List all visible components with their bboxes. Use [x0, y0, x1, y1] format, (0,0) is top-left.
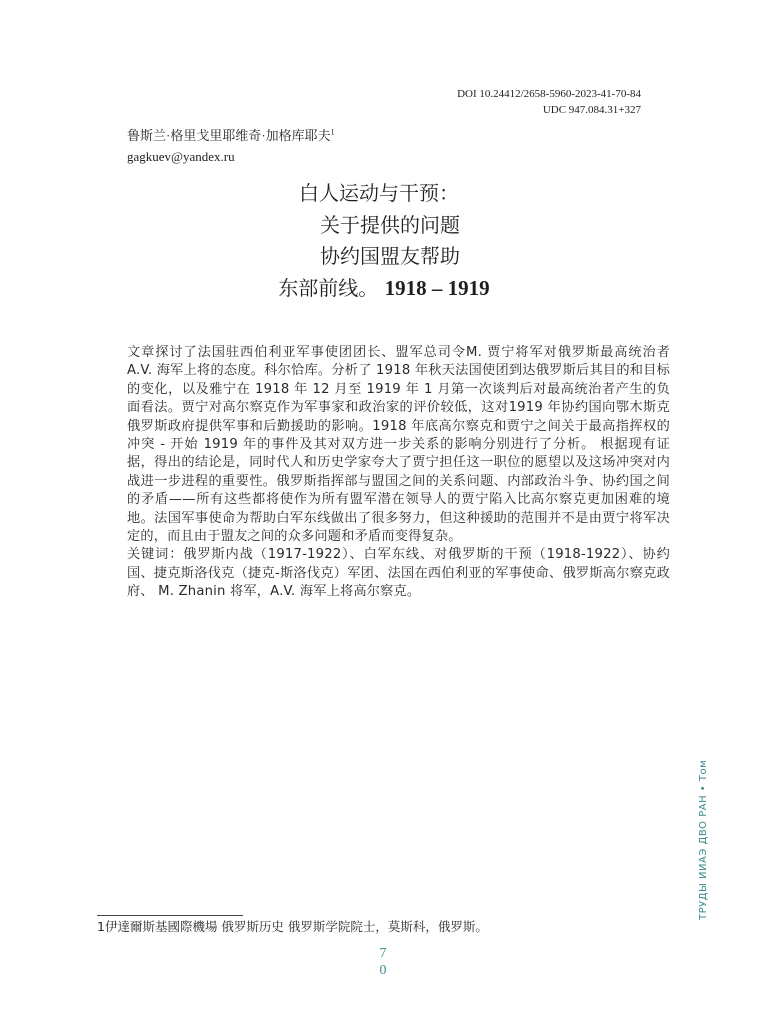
- title-line-3: 协约国盟友帮助: [320, 244, 460, 268]
- abstract-keywords: 关键词：俄罗斯内战（1917-1922）、白军东线、对俄罗斯的干预（1918-1922）、协约国、捷克斯洛伐克（捷克-斯洛伐克）军团、法国在西伯利亚的军事使命、俄罗斯高尔察克政府、 M. Zhanin 将军，A.V. 海军上将高尔察克。: [127, 547, 670, 600]
- doi-text: DOI 10.24412/2658-5960-2023-41-70-84: [457, 88, 641, 100]
- author-name-text: 鲁斯兰·格里戈里耶维奇·加格库耶夫: [127, 128, 331, 143]
- abstract: [127, 344, 670, 602]
- page-number-digit-1: 7: [379, 946, 387, 961]
- page-number-digit-2: 0: [379, 963, 387, 978]
- abstract-body: 文章探讨了法国驻西伯利亚军事使团团长、盟军总司令M. 贾宁将军对俄罗斯最高统治者 A.V. 海军上将的态度。科尔恰库。分析了 1918 年秋天法国使团到达俄罗斯后其目的和目标的变化，以及雅宁在 1918 年 12 月至 1919 年 1 月第一次谈判后对最高统治者产生的负面看法。贾宁对高尔察克作为军事家和政治家的评价较低，这对1919 年协约国向鄂木斯克俄罗斯政府提供军事和后勤援助的影响。1918 年底高尔察克和贾宁之间关于最高指挥权的冲突 - 开始 1919 年的事件及其对双方进一步关系的影响分别进行了分析。 根据现有证据，得出的结论是，同时代人和历史学家夸大了贾宁担任这一职位的愿望以及这场冲突对内战进一步进程的重要性。俄罗斯指挥部与盟国之间的关系问题、内部政治斗争、协约国之间的矛盾——所有这些都将使作为所有盟军潜在领导人的贾宁陷入比高尔察克更加困难的境地。法国军事使命为帮助白军东线做出了很多努力，但这种援助的范围并不是由贾宁将军决定的，而且由于盟友之间的众多问题和矛盾而变得复杂。: [127, 345, 670, 545]
- title-years: 1918 – 1919: [384, 275, 490, 300]
- title-line-4-text: 东部前线。: [278, 275, 379, 300]
- title-line-2: 关于提供的问题: [320, 212, 460, 237]
- footnote-divider: [97, 915, 243, 916]
- udc-text: UDC 947.084.31+327: [542, 104, 641, 116]
- title-line-1: 白人运动与干预：: [299, 181, 459, 205]
- page-number: [368, 945, 398, 979]
- footnote: 1伊達爾斯基國際機場 俄罗斯历史 俄罗斯学院院士，莫斯科，俄罗斯。: [97, 919, 488, 934]
- author-block: [127, 125, 335, 167]
- author-footnote-mark: 1: [330, 127, 335, 137]
- author-name: [127, 125, 335, 146]
- article-title: [0, 178, 768, 304]
- doi-udc-block: [457, 86, 641, 118]
- title-line-4: [0, 273, 768, 305]
- author-email[interactable]: gagkuev@yandex.ru: [127, 149, 235, 164]
- journal-side-title: ТРУДЫ ИИАЭ ДВО РАН • Том: [698, 759, 709, 920]
